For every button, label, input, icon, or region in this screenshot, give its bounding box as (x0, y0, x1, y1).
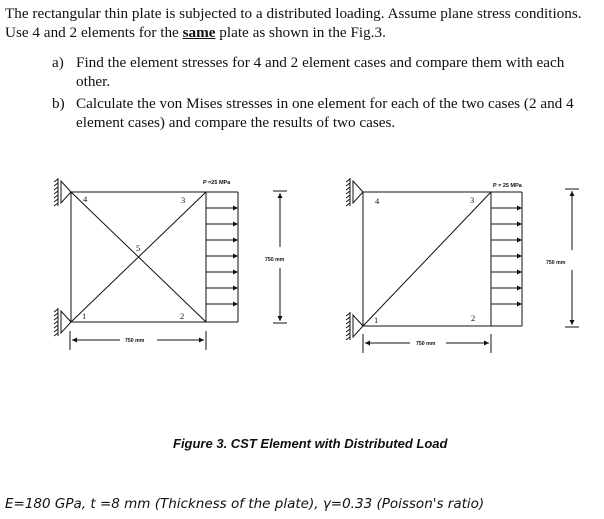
problem-intro (5, 4, 599, 42)
question-b-text: Calculate the von Mises stresses in one element for each of the two cases (2 and 4 element cases) and compare the results of two cases. (76, 95, 574, 131)
height-label: 750 mm (265, 257, 285, 263)
width-label: 750 mm (416, 341, 436, 347)
pin-support-bottom (54, 308, 71, 336)
pin-support-top (54, 178, 71, 206)
intro-text-end: plate as shown in the Fig.3. (215, 24, 386, 41)
node-label-2: 2 (471, 313, 476, 323)
same-emphasis: same (182, 24, 216, 41)
node-label-4: 4 (83, 194, 88, 204)
height-dimension (565, 189, 579, 327)
two-element-diagram (346, 178, 579, 353)
intro-text-mid: nd 2 elements for the (50, 24, 183, 41)
question-b (52, 94, 600, 132)
question-a (52, 53, 600, 91)
pin-support-top (346, 178, 363, 206)
question-a-text: Find the element stresses for 4 and 2 element cases and compare them with each other. (76, 54, 565, 90)
material-parameters: E=180 GPa, t =8 mm (Thickness of the plate), γ=0.33 (Poisson's ratio) (5, 496, 485, 512)
node-label-1: 1 (374, 315, 379, 325)
load-label: P =25 MPa (203, 180, 231, 186)
diagonal-1-to-3 (363, 192, 491, 326)
node-label-5: 5 (136, 243, 141, 253)
node-label-3: 3 (181, 195, 186, 205)
figure-caption: Figure 3. CST Element with Distributed Load (173, 436, 448, 451)
fem-figure (0, 160, 604, 360)
node-label-2: 2 (180, 311, 185, 321)
question-b-label: b) (52, 95, 65, 112)
intro-text-start: The rectangular thin plate is subjected to a distributed loading. Assume plane stress conditions. Use 4 a (5, 5, 582, 41)
height-label: 750 mm (546, 260, 566, 266)
node-label-3: 3 (470, 195, 475, 205)
width-label: 750 mm (125, 338, 145, 344)
distributed-load (206, 192, 238, 322)
node-label-1: 1 (82, 311, 87, 321)
question-a-label: a) (52, 54, 64, 71)
distributed-load (491, 192, 522, 326)
pin-support-bottom (346, 312, 363, 340)
load-label: P = 25 MPa (493, 183, 522, 189)
four-element-diagram (54, 178, 287, 350)
node-label-4: 4 (375, 196, 380, 206)
